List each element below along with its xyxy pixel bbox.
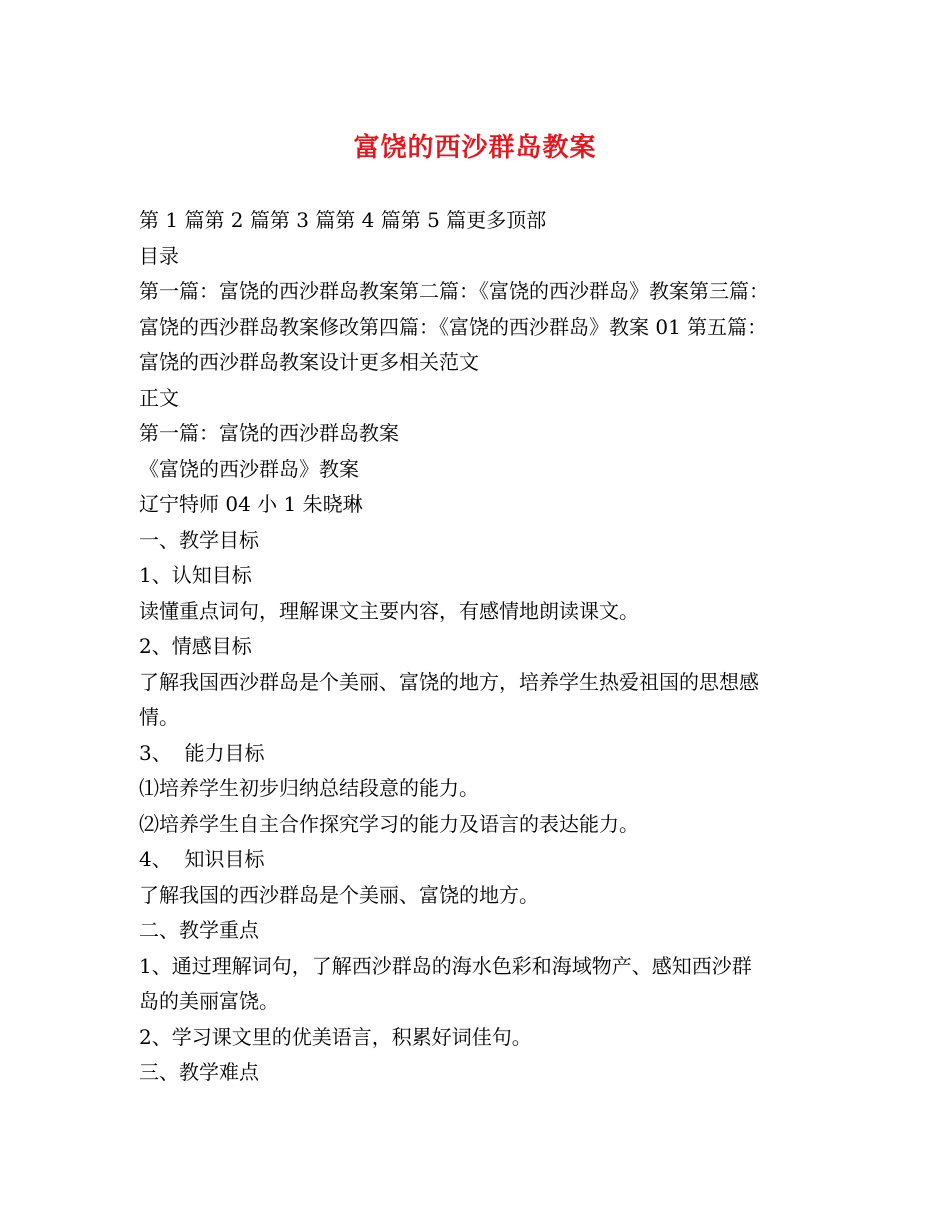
text-line: 第 1 篇第 2 篇第 3 篇第 4 篇第 5 篇更多顶部 <box>139 208 547 232</box>
text-line: 3、 能力目标 <box>139 740 265 765</box>
text-line: 三、教学难点 <box>139 1060 259 1084</box>
text-line: 情。 <box>139 705 179 729</box>
text-line: 第一篇：富饶的西沙群岛教案 <box>139 421 399 445</box>
text-line: 4、 知识目标 <box>139 847 265 871</box>
text-line: 第一篇：富饶的西沙群岛教案第二篇：《富饶的西沙群岛》教案第三篇： <box>139 279 769 303</box>
text-line: ⑴培养学生初步归纳总结段意的能力。 <box>139 776 479 800</box>
text-line: 2、学习课文里的优美语言，积累好词佳句。 <box>139 1024 532 1049</box>
text-line: 读懂重点词句，理解课文主要内容，有感情地朗读课文。 <box>139 598 639 623</box>
text-line: 岛的美丽富饶。 <box>139 989 279 1013</box>
text-line: ⑵培养学生自主合作探究学习的能力及语言的表达能力。 <box>139 811 639 836</box>
text-line: 了解我国西沙群岛是个美丽、富饶的地方，培养学生热爱祖国的思想感 <box>139 669 759 694</box>
text-line: 目录 <box>139 243 179 268</box>
document-title: 富饶的西沙群岛教案 <box>353 133 597 163</box>
text-line: 辽宁特师 04 小 1 朱晓琳 <box>139 492 363 516</box>
text-line: 正文 <box>139 385 179 410</box>
text-line: 二、教学重点 <box>139 918 259 942</box>
text-line: 了解我国的西沙群岛是个美丽、富饶的地方。 <box>139 882 539 907</box>
text-line: 一、教学目标 <box>139 527 259 552</box>
text-line: 富饶的西沙群岛教案修改第四篇：《富饶的西沙群岛》教案 01 第五篇： <box>139 314 768 339</box>
text-line: 富饶的西沙群岛教案设计更多相关范文 <box>139 350 479 374</box>
document-body <box>139 203 839 1091</box>
text-line: 2、情感目标 <box>139 634 252 658</box>
text-line: 1、通过理解词句，了解西沙群岛的海水色彩和海域物产、感知西沙群 <box>139 953 752 978</box>
text-line: 《富饶的西沙群岛》教案 <box>139 456 359 481</box>
text-line: 1、认知目标 <box>139 563 252 587</box>
